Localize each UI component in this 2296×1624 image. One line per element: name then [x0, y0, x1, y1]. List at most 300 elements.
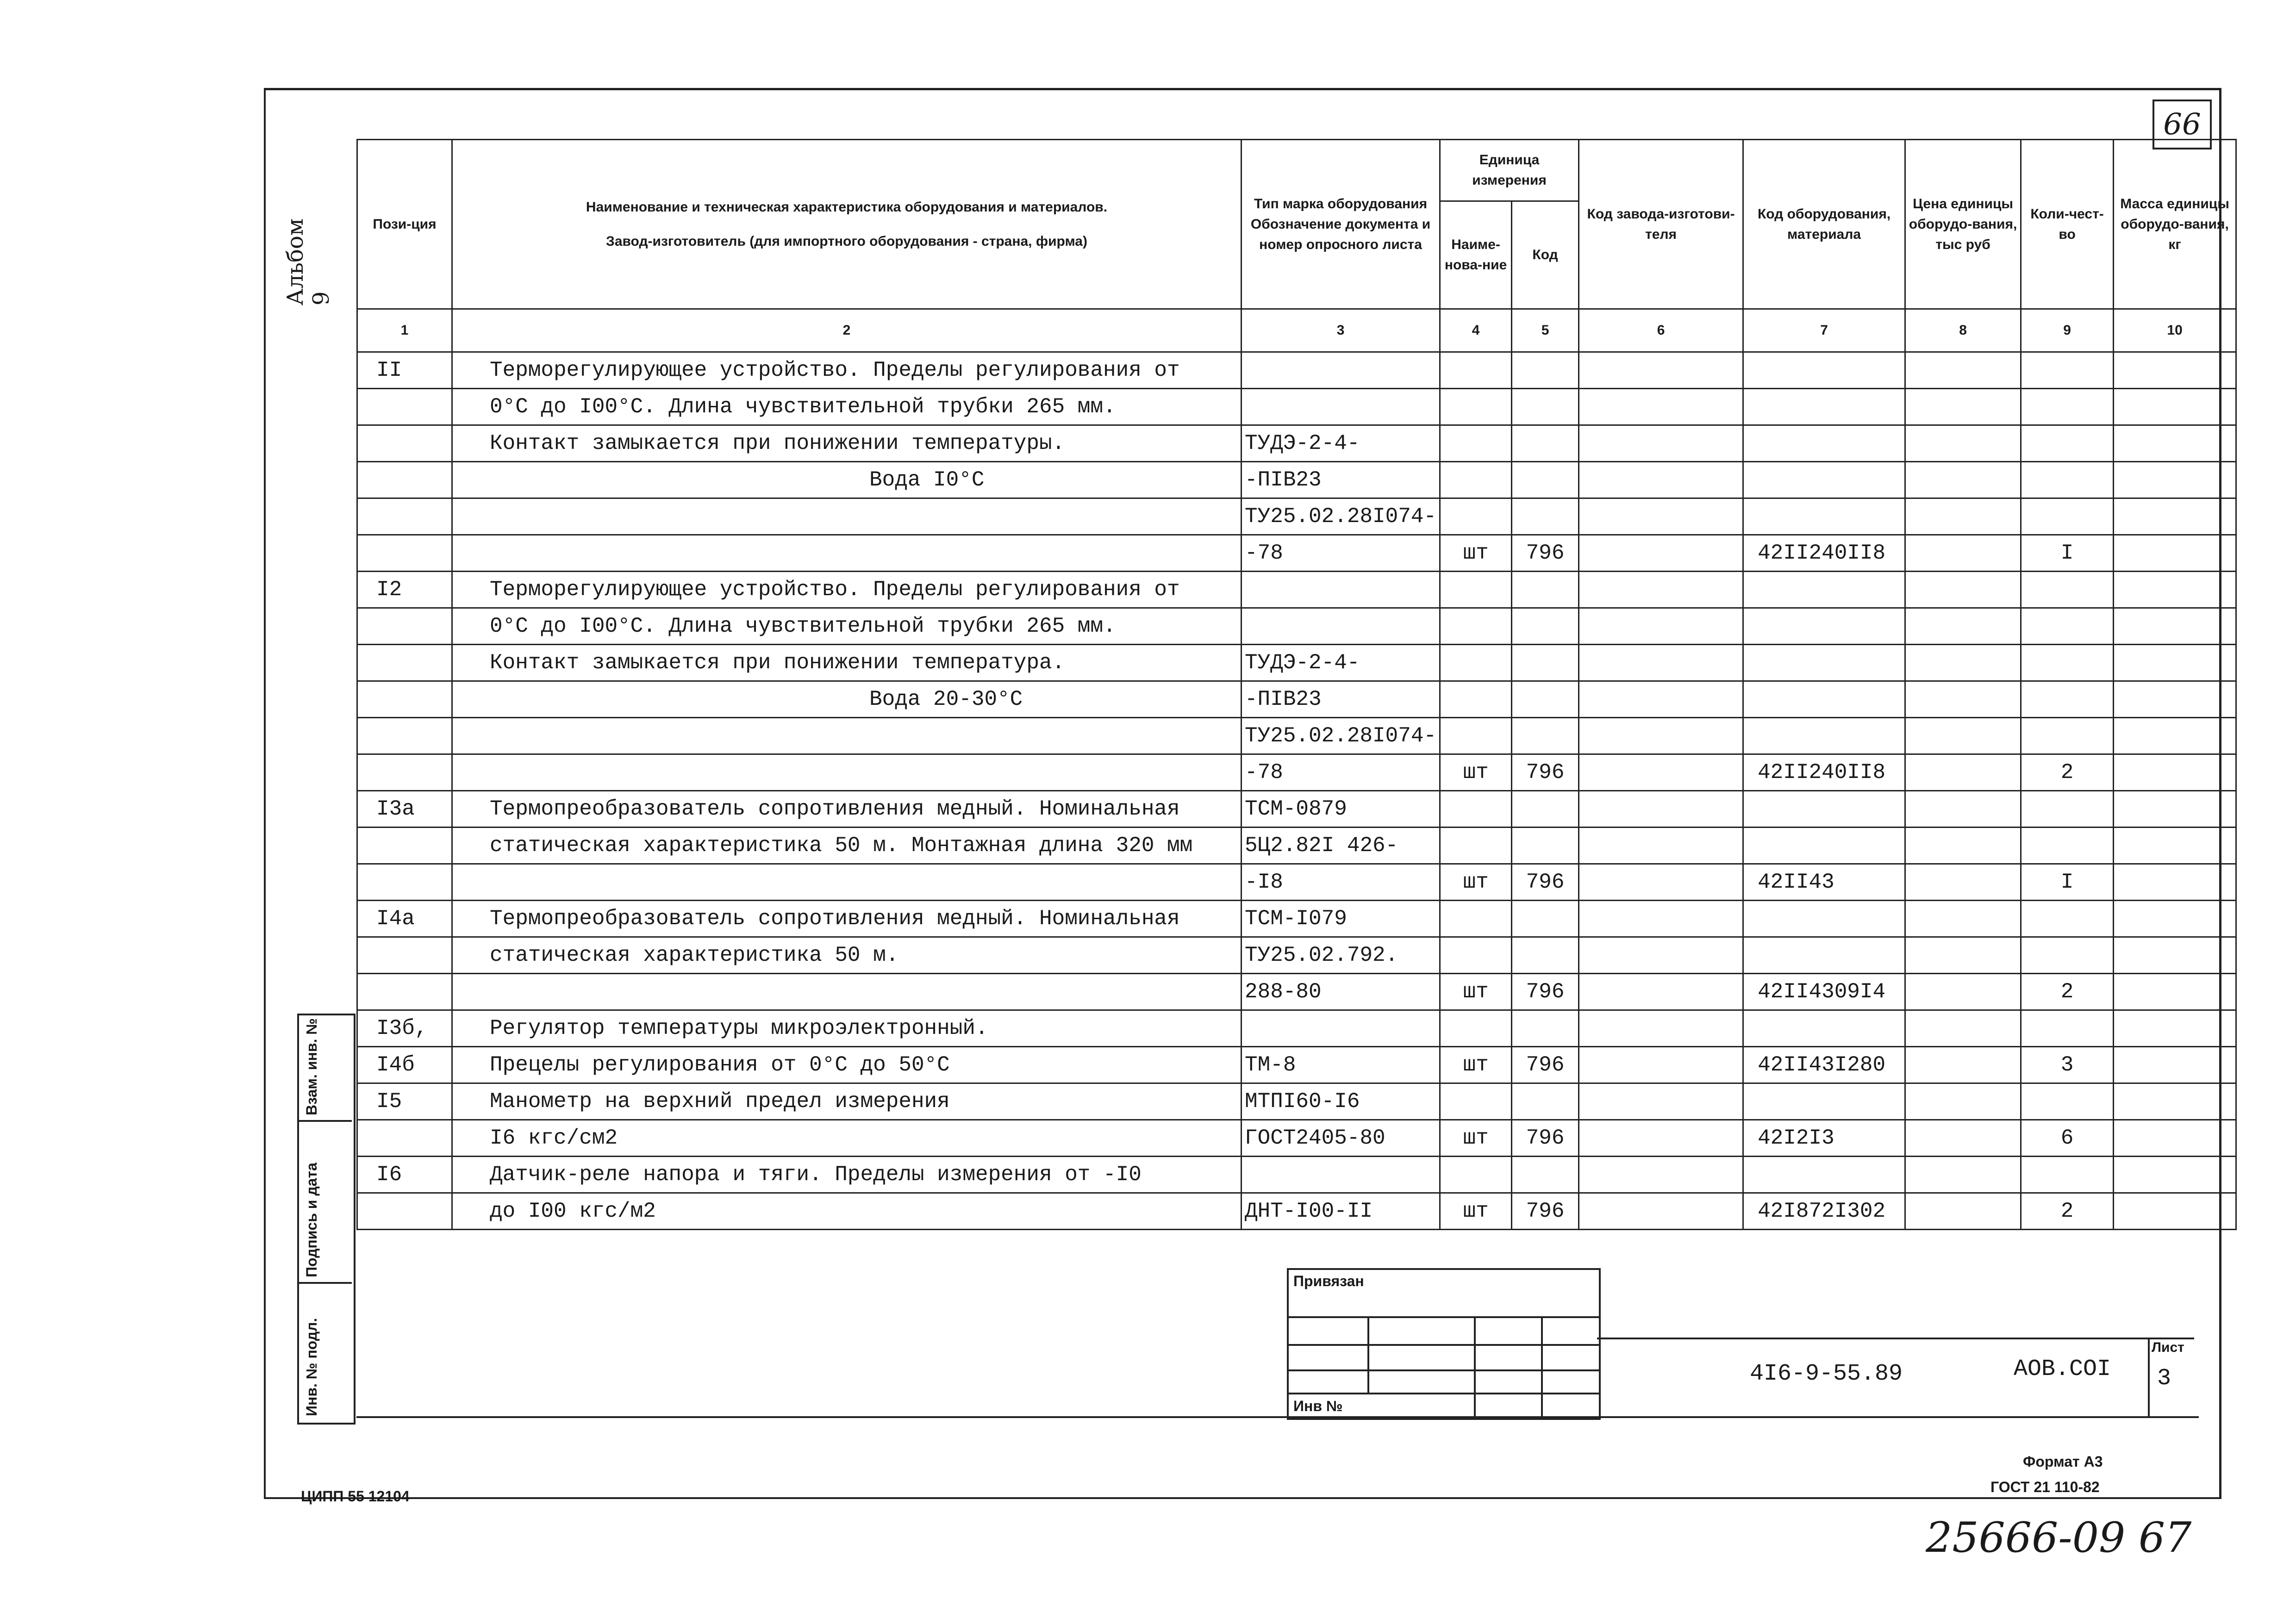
unit-cell [1440, 498, 1512, 535]
qty-cell: 2 [2021, 1193, 2114, 1230]
code-cell [1512, 791, 1579, 828]
price-cell [1905, 864, 2021, 901]
code-cell: 796 [1512, 1047, 1579, 1083]
mass-cell [2114, 1193, 2236, 1230]
pos-cell: I4а [357, 901, 452, 937]
unit-cell [1440, 681, 1512, 718]
price-cell [1905, 608, 2021, 645]
format-label: Формат А3 [2023, 1453, 2103, 1470]
code-cell [1512, 572, 1579, 608]
unit-cell [1440, 718, 1512, 754]
mass-cell [2114, 389, 2236, 425]
code-cell [1512, 608, 1579, 645]
mass-cell [2114, 937, 2236, 974]
header-price: Цена единицы оборудо-вания, тыс руб [1905, 140, 2021, 309]
equip-code-cell: 42II240II8 [1743, 754, 1905, 791]
header-qty: Коли-чест-во [2021, 140, 2114, 309]
mass-cell [2114, 901, 2236, 937]
sheet-number: 66 [2152, 100, 2212, 149]
plant-code-cell [1579, 462, 1743, 498]
plant-code-cell [1579, 1047, 1743, 1083]
unit-cell [1440, 389, 1512, 425]
mass-cell [2114, 1157, 2236, 1193]
qty-cell [2021, 352, 2114, 389]
plant-code-cell [1579, 608, 1743, 645]
equip-code-cell [1743, 608, 1905, 645]
mass-cell [2114, 1120, 2236, 1157]
unit-cell [1440, 572, 1512, 608]
unit-cell: шт [1440, 864, 1512, 901]
equip-code-cell [1743, 425, 1905, 462]
type-cell: ТУ25.02.792. [1242, 937, 1440, 974]
specification-body [357, 352, 2236, 1230]
name-cell [452, 864, 1242, 901]
equip-code-cell [1743, 681, 1905, 718]
equip-code-cell [1743, 1157, 1905, 1193]
pos-cell: I3а [357, 791, 452, 828]
column-number-row [357, 309, 2236, 352]
name-cell [452, 718, 1242, 754]
table-bottom-line [356, 1416, 2199, 1418]
code-cell [1512, 1083, 1579, 1120]
equip-code-cell [1743, 718, 1905, 754]
pos-cell [357, 425, 452, 462]
unit-cell: шт [1440, 535, 1512, 572]
plant-code-cell [1579, 498, 1743, 535]
equip-code-cell: 42I2I3 [1743, 1120, 1905, 1157]
plant-code-cell [1579, 754, 1743, 791]
code-cell: 796 [1512, 1193, 1579, 1230]
mass-cell [2114, 572, 2236, 608]
col-number: 6 [1579, 309, 1743, 352]
plant-code-cell [1579, 1010, 1743, 1047]
table-row [357, 425, 2236, 462]
unit-cell [1440, 608, 1512, 645]
list-value: 3 [2157, 1365, 2171, 1392]
code-cell: 796 [1512, 535, 1579, 572]
unit-cell [1440, 645, 1512, 681]
header-type: Тип марка оборудования Обозначение документа и номер опросного листа [1242, 140, 1440, 309]
plant-code-cell [1579, 937, 1743, 974]
pos-cell [357, 754, 452, 791]
unit-cell [1440, 791, 1512, 828]
mass-cell [2114, 535, 2236, 572]
mass-cell [2114, 352, 2236, 389]
unit-cell: шт [1440, 1047, 1512, 1083]
table-row [357, 864, 2236, 901]
price-cell [1905, 1083, 2021, 1120]
price-cell [1905, 681, 2021, 718]
table-row [357, 1083, 2236, 1120]
code-cell [1512, 352, 1579, 389]
list-label: Лист [2152, 1340, 2184, 1355]
code-cell [1512, 425, 1579, 462]
type-cell: ДНТ-I00-II [1242, 1193, 1440, 1230]
side-label-vzam: Взам. инв. № [303, 1018, 320, 1115]
code-cell: 796 [1512, 864, 1579, 901]
col-number: 3 [1242, 309, 1440, 352]
equip-code-cell [1743, 389, 1905, 425]
code-cell [1512, 389, 1579, 425]
equip-code-cell [1743, 1083, 1905, 1120]
type-cell [1242, 1010, 1440, 1047]
equip-code-cell [1743, 791, 1905, 828]
pos-cell: I2 [357, 572, 452, 608]
name-cell: Термопреобразователь сопротивления медный. Номинальная [452, 901, 1242, 937]
col-number: 5 [1512, 309, 1579, 352]
plant-code-cell [1579, 791, 1743, 828]
name-cell: статическая характеристика 50 м. Монтажная длина 320 мм [452, 828, 1242, 864]
type-cell: -ПIВ23 [1242, 462, 1440, 498]
price-cell [1905, 791, 2021, 828]
type-cell: ТСМ-I079 [1242, 901, 1440, 937]
table-row [357, 1193, 2236, 1230]
equip-code-cell [1743, 901, 1905, 937]
pos-cell: I4б [357, 1047, 452, 1083]
pos-cell [357, 1120, 452, 1157]
price-cell [1905, 389, 2021, 425]
mass-cell [2114, 864, 2236, 901]
table-row [357, 1047, 2236, 1083]
plant-code-cell [1579, 645, 1743, 681]
table-row [357, 901, 2236, 937]
equip-code-cell [1743, 937, 1905, 974]
code-cell [1512, 828, 1579, 864]
table-row [357, 937, 2236, 974]
price-cell [1905, 937, 2021, 974]
plant-code-cell [1579, 1157, 1743, 1193]
name-cell: до I00 кгс/м2 [452, 1193, 1242, 1230]
name-cell: Манометр на верхний предел измерения [452, 1083, 1242, 1120]
mass-cell [2114, 1047, 2236, 1083]
name-cell [452, 498, 1242, 535]
document-code: АОВ.СОI [2014, 1356, 2111, 1382]
pos-cell [357, 389, 452, 425]
unit-cell [1440, 352, 1512, 389]
plant-code-cell [1579, 1120, 1743, 1157]
mass-cell [2114, 754, 2236, 791]
code-cell [1512, 681, 1579, 718]
price-cell [1905, 1120, 2021, 1157]
pos-cell [357, 462, 452, 498]
type-cell: -I8 [1242, 864, 1440, 901]
equip-code-cell: 42I872I302 [1743, 1193, 1905, 1230]
qty-cell: I [2021, 864, 2114, 901]
mass-cell [2114, 791, 2236, 828]
plant-code-cell [1579, 718, 1743, 754]
qty-cell [2021, 1157, 2114, 1193]
album-label: Альбом 9 [282, 218, 334, 305]
name-cell: 0°С до I00°С. Длина чувствительной трубки 265 мм. [452, 608, 1242, 645]
table-row [357, 645, 2236, 681]
price-cell [1905, 1047, 2021, 1083]
name-cell: Регулятор температуры микроэлектронный. [452, 1010, 1242, 1047]
header-unit-code: Код [1512, 201, 1579, 309]
type-cell [1242, 389, 1440, 425]
price-cell [1905, 425, 2021, 462]
name-cell: Контакт замыкается при понижении температура. [452, 645, 1242, 681]
type-cell [1242, 608, 1440, 645]
price-cell [1905, 754, 2021, 791]
qty-cell: 2 [2021, 974, 2114, 1010]
equip-code-cell [1743, 1010, 1905, 1047]
unit-cell [1440, 462, 1512, 498]
qty-cell: 6 [2021, 1120, 2114, 1157]
type-cell: МТПI60-I6 [1242, 1083, 1440, 1120]
type-cell: ТУДЭ-2-4- [1242, 645, 1440, 681]
table-row [357, 754, 2236, 791]
plant-code-cell [1579, 425, 1743, 462]
qty-cell [2021, 572, 2114, 608]
cipp-label: ЦИПП 55 12104 [301, 1488, 410, 1505]
name-cell: Термопреобразователь сопротивления медный. Номинальная [452, 791, 1242, 828]
price-cell [1905, 974, 2021, 1010]
qty-cell [2021, 608, 2114, 645]
qty-cell: 3 [2021, 1047, 2114, 1083]
qty-cell [2021, 791, 2114, 828]
pos-cell [357, 1193, 452, 1230]
table-row [357, 1010, 2236, 1047]
pos-cell: I5 [357, 1083, 452, 1120]
name-cell: Терморегулирующее устройство. Пределы регулирования от [452, 352, 1242, 389]
col-number: 4 [1440, 309, 1512, 352]
table-row [357, 572, 2236, 608]
mass-cell [2114, 425, 2236, 462]
col-number: 1 [357, 309, 452, 352]
equip-code-cell: 42II240II8 [1743, 535, 1905, 572]
equip-code-cell: 42II43 [1743, 864, 1905, 901]
unit-cell [1440, 1083, 1512, 1120]
pos-cell [357, 718, 452, 754]
qty-cell [2021, 645, 2114, 681]
header-name-line2: Завод-изготовитель (для импортного оборудования - страна, фирма) [606, 233, 1087, 249]
table-row [357, 681, 2236, 718]
pos-cell: II [357, 352, 452, 389]
type-cell: ТУ25.02.28I074- [1242, 718, 1440, 754]
qty-cell [2021, 1010, 2114, 1047]
equip-code-cell [1743, 828, 1905, 864]
mass-cell [2114, 718, 2236, 754]
unit-cell: шт [1440, 1193, 1512, 1230]
col-number: 7 [1743, 309, 1905, 352]
table-row [357, 1157, 2236, 1193]
mass-cell [2114, 1010, 2236, 1047]
plant-code-cell [1579, 974, 1743, 1010]
table-row [357, 791, 2236, 828]
price-cell [1905, 462, 2021, 498]
unit-cell: шт [1440, 754, 1512, 791]
type-cell: ТМ-8 [1242, 1047, 1440, 1083]
pos-cell [357, 864, 452, 901]
mass-cell [2114, 681, 2236, 718]
name-cell: Контакт замыкается при понижении температуры. [452, 425, 1242, 462]
type-cell [1242, 352, 1440, 389]
unit-cell [1440, 901, 1512, 937]
table-row [357, 535, 2236, 572]
type-cell: ТУ25.02.28I074- [1242, 498, 1440, 535]
equip-code-cell [1743, 645, 1905, 681]
unit-cell [1440, 425, 1512, 462]
table-row [357, 718, 2236, 754]
title-block-line [1597, 1338, 2194, 1339]
table-row [357, 608, 2236, 645]
plant-code-cell [1579, 1193, 1743, 1230]
code-cell: 796 [1512, 754, 1579, 791]
table-row [357, 462, 2236, 498]
plant-code-cell [1579, 864, 1743, 901]
header-equip-code: Код оборудования, материала [1743, 140, 1905, 309]
code-cell: 796 [1512, 1120, 1579, 1157]
mass-cell [2114, 498, 2236, 535]
price-cell [1905, 718, 2021, 754]
plant-code-cell [1579, 901, 1743, 937]
unit-cell [1440, 1157, 1512, 1193]
equip-code-cell [1743, 498, 1905, 535]
type-cell: -78 [1242, 535, 1440, 572]
plant-code-cell [1579, 681, 1743, 718]
name-cell: Терморегулирующее устройство. Пределы регулирования от [452, 572, 1242, 608]
code-cell [1512, 645, 1579, 681]
table-row [357, 974, 2236, 1010]
header-row [357, 140, 2236, 201]
pos-cell [357, 681, 452, 718]
unit-cell [1440, 1010, 1512, 1047]
plant-code-cell [1579, 828, 1743, 864]
type-cell: ТУДЭ-2-4- [1242, 425, 1440, 462]
equip-code-cell [1743, 572, 1905, 608]
qty-cell [2021, 718, 2114, 754]
price-cell [1905, 901, 2021, 937]
document-number: 4I6-9-55.89 [1750, 1361, 1903, 1387]
header-name [452, 140, 1242, 309]
unit-cell [1440, 828, 1512, 864]
type-cell [1242, 572, 1440, 608]
header-pos: Пози-ция [357, 140, 452, 309]
stamp-privyazan: Привязан [1293, 1273, 1364, 1289]
plant-code-cell [1579, 572, 1743, 608]
table-row [357, 1120, 2236, 1157]
type-cell: -ПIВ23 [1242, 681, 1440, 718]
plant-code-cell [1579, 1083, 1743, 1120]
qty-cell [2021, 937, 2114, 974]
qty-cell [2021, 828, 2114, 864]
type-cell [1242, 1157, 1440, 1193]
code-cell [1512, 462, 1579, 498]
price-cell [1905, 572, 2021, 608]
table-row [357, 352, 2236, 389]
pos-cell [357, 498, 452, 535]
header-mass: Масса единицы оборудо-вания, кг [2114, 140, 2236, 309]
type-cell: 5Ц2.82I 426- [1242, 828, 1440, 864]
equip-code-cell: 42II4309I4 [1743, 974, 1905, 1010]
unit-cell: шт [1440, 974, 1512, 1010]
name-cell: I6 кгс/см2 [452, 1120, 1242, 1157]
pos-cell [357, 974, 452, 1010]
name-cell: 0°С до I00°С. Длина чувствительной трубки 265 мм. [452, 389, 1242, 425]
price-cell [1905, 1157, 2021, 1193]
mass-cell [2114, 608, 2236, 645]
side-label-podpis: Подпись и дата [303, 1163, 320, 1277]
qty-cell [2021, 389, 2114, 425]
plant-code-cell [1579, 352, 1743, 389]
stamp-inv-no: Инв № [1293, 1398, 1343, 1414]
code-cell: 796 [1512, 974, 1579, 1010]
pos-cell [357, 608, 452, 645]
equip-code-cell: 42II43I280 [1743, 1047, 1905, 1083]
code-cell [1512, 1010, 1579, 1047]
qty-cell [2021, 462, 2114, 498]
equip-code-cell [1743, 352, 1905, 389]
type-cell: ГОСТ2405-80 [1242, 1120, 1440, 1157]
qty-cell [2021, 681, 2114, 718]
handwritten-number: 25666-09 67 [1926, 1513, 2192, 1562]
plant-code-cell [1579, 389, 1743, 425]
col-number: 9 [2021, 309, 2114, 352]
price-cell [1905, 645, 2021, 681]
name-cell [452, 974, 1242, 1010]
table-row [357, 389, 2236, 425]
header-unit-name: Наиме-нова-ние [1440, 201, 1512, 309]
price-cell [1905, 1010, 2021, 1047]
unit-cell: шт [1440, 1120, 1512, 1157]
type-cell: 288-80 [1242, 974, 1440, 1010]
mass-cell [2114, 1083, 2236, 1120]
code-cell [1512, 718, 1579, 754]
name-cell: Вода I0°С [452, 462, 1242, 498]
unit-cell [1440, 937, 1512, 974]
code-cell [1512, 498, 1579, 535]
qty-cell [2021, 498, 2114, 535]
mass-cell [2114, 645, 2236, 681]
name-cell [452, 754, 1242, 791]
qty-cell [2021, 901, 2114, 937]
pos-cell: I3б, [357, 1010, 452, 1047]
gost-label: ГОСТ 21 110-82 [1990, 1479, 2100, 1495]
qty-cell: 2 [2021, 754, 2114, 791]
name-cell: Датчик-реле напора и тяги. Пределы измерения от -I0 [452, 1157, 1242, 1193]
name-cell [452, 535, 1242, 572]
pos-cell [357, 937, 452, 974]
header-plant-code: Код завода-изготови-теля [1579, 140, 1743, 309]
col-number: 8 [1905, 309, 2021, 352]
code-cell [1512, 1157, 1579, 1193]
price-cell [1905, 535, 2021, 572]
code-cell [1512, 901, 1579, 937]
pos-cell [357, 828, 452, 864]
price-cell [1905, 498, 2021, 535]
side-label-inv-podl: Инв. № подл. [303, 1318, 320, 1416]
col-number: 10 [2114, 309, 2236, 352]
name-cell: Прецелы регулирования от 0°С до 50°С [452, 1047, 1242, 1083]
type-cell: ТСМ-0879 [1242, 791, 1440, 828]
name-cell: Вода 20-30°С [452, 681, 1242, 718]
mass-cell [2114, 974, 2236, 1010]
pos-cell: I6 [357, 1157, 452, 1193]
mass-cell [2114, 828, 2236, 864]
header-unit: Единица измерения [1440, 140, 1579, 201]
type-cell: -78 [1242, 754, 1440, 791]
price-cell [1905, 1193, 2021, 1230]
table-row [357, 498, 2236, 535]
name-cell: статическая характеристика 50 м. [452, 937, 1242, 974]
pos-cell [357, 535, 452, 572]
price-cell [1905, 828, 2021, 864]
table-row [357, 828, 2236, 864]
mass-cell [2114, 462, 2236, 498]
header-name-line1: Наименование и техническая характеристика оборудования и материалов. [586, 199, 1108, 215]
price-cell [1905, 352, 2021, 389]
binding-stamp [1287, 1268, 1601, 1420]
